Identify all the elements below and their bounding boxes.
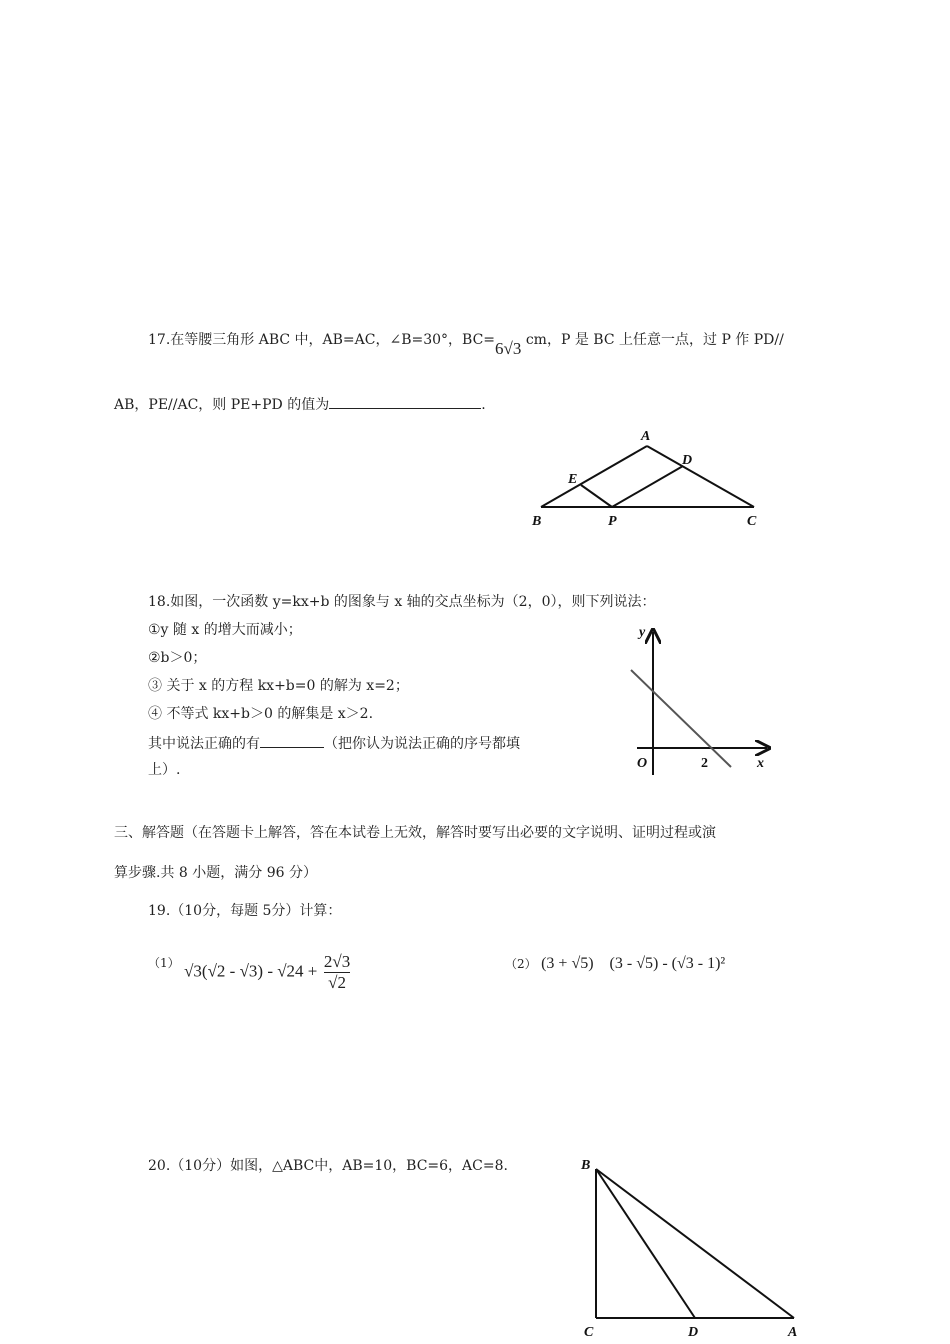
- q17-line2: [114, 394, 486, 414]
- q17-triangle-figure: [525, 425, 775, 530]
- q17-text-b: cm，P 是 BC 上任意一点，过 P 作 PD//: [525, 332, 784, 348]
- label-e: E: [568, 472, 578, 487]
- q18-tail-line: [148, 733, 520, 753]
- q18-tail-2: 上）.: [148, 762, 181, 778]
- label-b: B: [581, 1158, 591, 1173]
- q19-part1-fraction: [324, 952, 350, 993]
- q18-intro: 18.如图，一次函数 y=kx+b 的图象与 x 轴的交点坐标为（2，0），则下列说法：: [148, 594, 656, 610]
- tick-label-2: 2: [701, 756, 708, 771]
- axis-label-y: y: [639, 625, 646, 640]
- q17-text-end: .: [481, 397, 486, 413]
- label-d: D: [688, 1325, 699, 1340]
- segment-bd: [596, 1169, 695, 1318]
- q17-text-a: 17.在等腰三角形 ABC 中，AB=AC，∠B=30°，BC=: [148, 332, 496, 348]
- label-b: B: [532, 514, 542, 529]
- label-a: A: [641, 429, 651, 444]
- q19-part1-expression: √3(√2 - √3) - √24 +: [184, 961, 318, 981]
- origin-label: O: [637, 756, 648, 771]
- q18-graph-figure: [625, 620, 775, 780]
- segment-ba: [596, 1169, 794, 1318]
- q19-part2-label: （2）: [505, 957, 537, 971]
- q17-line1: [148, 330, 784, 358]
- q18-tail-b: （把你认为说法正确的序号都填: [324, 736, 520, 752]
- q19-part2: [505, 955, 725, 973]
- label-c: C: [584, 1325, 594, 1340]
- segment-ab: [541, 446, 647, 507]
- q17-answer-blank[interactable]: [329, 394, 481, 409]
- q19-part1-numerator: 2√3: [323, 952, 351, 971]
- label-d: D: [682, 453, 693, 468]
- function-line: [631, 670, 731, 767]
- section3-heading-1: 三、解答题（在答题卡上解答，答在本试卷上无效，解答时要写出必要的文字说明、证明过程或演: [114, 825, 716, 841]
- q18-item-4: ④ 不等式 kx+b＞0 的解集是 x＞2.: [148, 706, 374, 722]
- axis-label-x: x: [757, 756, 764, 771]
- label-c: C: [747, 514, 757, 529]
- q19-part1: [148, 952, 352, 993]
- q18-item-3: ③ 关于 x 的方程 kx+b=0 的解为 x=2；: [148, 678, 409, 694]
- q18-item-1: ①y 随 x 的增大而减小；: [148, 622, 302, 638]
- q18-tail-a: 其中说法正确的有: [148, 736, 260, 752]
- section3-heading-2: 算步骤.共 8 小题，满分 96 分）: [114, 865, 317, 881]
- q19-part2-expression: (3 + √5) (3 - √5) - (√3 - 1)²: [541, 955, 726, 972]
- label-p: P: [608, 514, 617, 529]
- segment-pe: [581, 485, 612, 507]
- segment-pd: [612, 466, 683, 507]
- q20-text: 20.（10分）如图，△ABC中，AB=10，BC=6，AC=8.: [148, 1158, 508, 1174]
- label-a: A: [788, 1325, 798, 1340]
- q19-intro: 19.（10分，每题 5分）计算：: [148, 903, 342, 919]
- q17-text-c: AB，PE//AC，则 PE+PD 的值为: [114, 397, 330, 413]
- q17-bc-value: 6√3: [495, 339, 522, 358]
- q19-part1-label: （1）: [148, 956, 180, 970]
- q19-part1-denominator: √2: [328, 973, 346, 992]
- q18-item-2: ②b＞0；: [148, 650, 207, 666]
- q18-answer-blank[interactable]: [260, 733, 324, 748]
- q20-triangle-figure: [575, 1152, 810, 1342]
